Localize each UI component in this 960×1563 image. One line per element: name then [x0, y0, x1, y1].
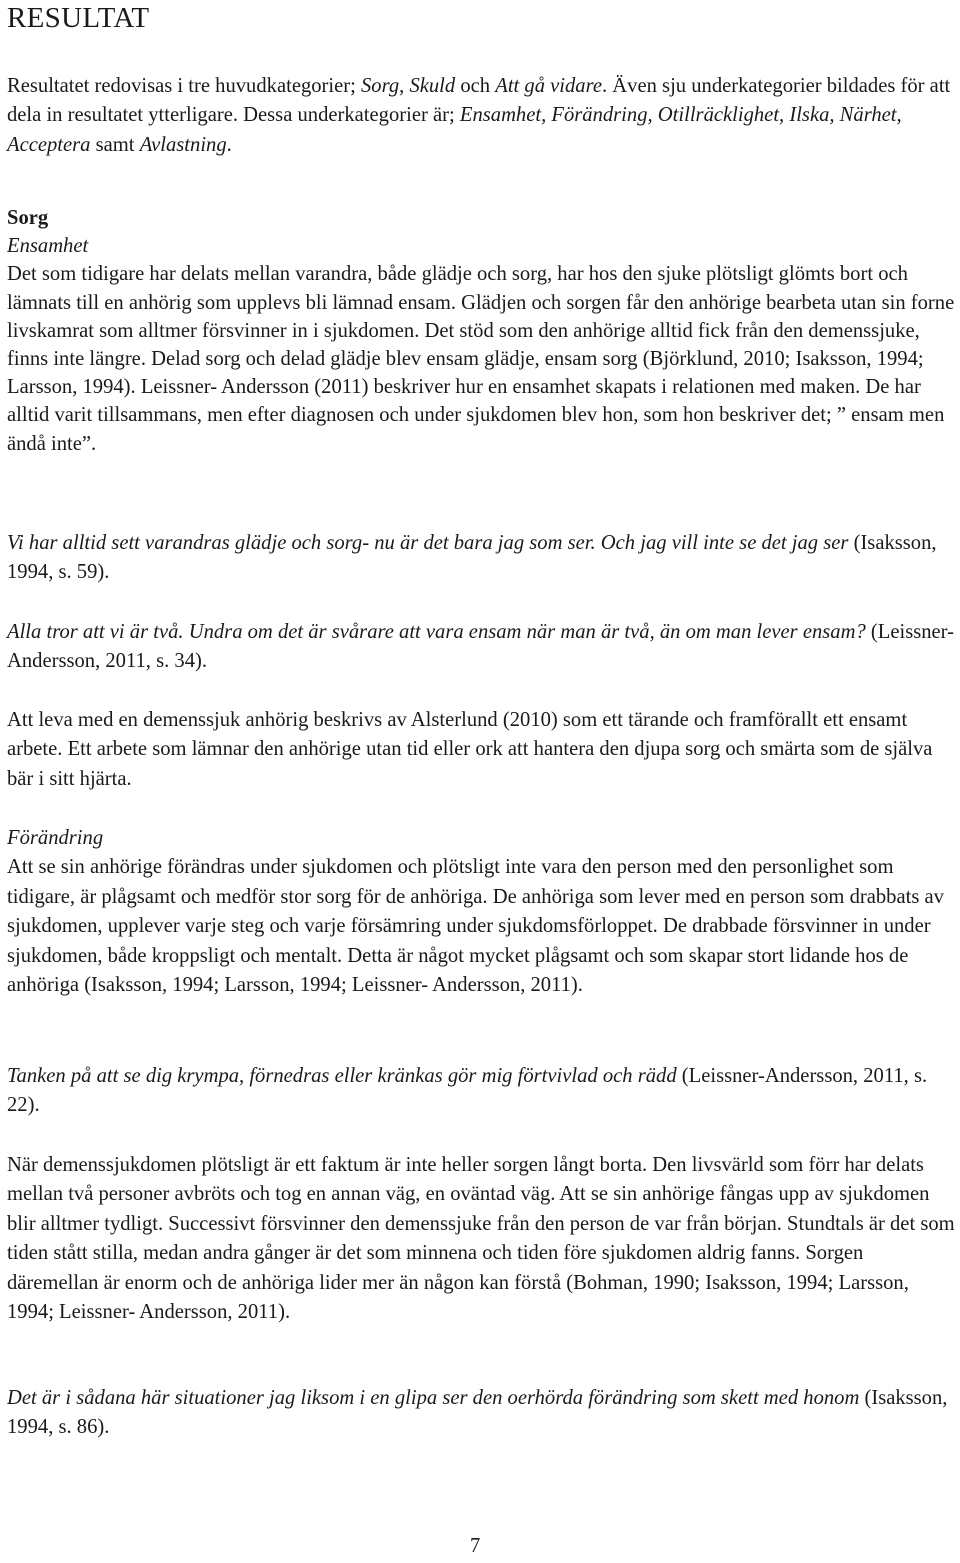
- quote-isaksson-86: [7, 1384, 957, 1443]
- paragraph-nar-demenssjukdomen: När demenssjukdomen plötsligt är ett faktum är inte heller sorgen långt borta. Den livsvärld som förr har delats mellan två personer avbröts och tog en annan väg, en oväntad väg. Att se sin anhörige fångas upp av sjukdomen blir alltmer tydligt. Successivt försvinner den demenssjuke från den person de var från början. Stundtals är det som tiden stått stilla, medan andra gånger är det som minnena och tiden före sjukdomen aldrig fanns. Sorgen däremellan är enorm och de anhöriga lider mer än någon kan förstå (Bohman, 1990; Isaksson, 1994; Larsson, 1994; Leissner- Andersson, 2011).: [7, 1154, 955, 1324]
- category-sorg: Sorg: [361, 75, 400, 97]
- ensamhet-body: Det som tidigare har delats mellan varandra, både glädje och sorg, har hos den sjuke plötsligt glömts bort och lämnats till en anhörig som upplevs bli lämnad ensam. Glädjen och sorgen får den anhörige bearbeta utan sin forne livskamrat som alltmer försvinner in i sjukdomen. Det stöd som den anhörige alltid fick från den demenssjuke, finns inte längre. Delad sorg och delad glädje blev ensam glädje, ensam sorg (Björklund, 2010; Isaksson, 1994; Larsson, 1994). Leissner- Andersson (2011) beskriver hur en ensamhet skapats i relationen med maken. De har alltid varit tillsammans, men efter diagnosen och under sjukdomen blev hon, som hon beskriver det; ” ensam men ändå inte”.: [7, 263, 955, 455]
- intro-text-2: . Även sju underkategorier bildades för att dela in resultatet ytterligare. Dessa underkategorier är;: [7, 75, 951, 127]
- quote-citation: (Isaksson, 1994, s. 59).: [7, 532, 937, 584]
- section-heading-sorg: Sorg: [7, 207, 49, 229]
- quote-text: Vi har alltid sett varandras glädje och sorg- nu är det bara jag som ser. Och jag vill inte se det jag ser: [7, 532, 849, 554]
- page-number: 7: [470, 1535, 481, 1557]
- quote-leissner-22: [7, 1062, 957, 1121]
- intro-paragraph: [7, 72, 957, 160]
- subheading-forandring: Förändring: [7, 827, 104, 849]
- category-att-ga-vidare: Att gå vidare: [495, 75, 602, 97]
- intro-sep-1: ,: [399, 75, 410, 97]
- quote-citation: (Isaksson, 1994, s. 86).: [7, 1387, 948, 1439]
- quote-citation: (Leissner- Andersson, 2011, s. 34).: [7, 621, 954, 673]
- quote-text: Alla tror att vi är två. Undra om det är svårare att vara ensam när man är två, än om man lever ensam?: [7, 621, 866, 643]
- subcategory-list: Ensamhet, Förändring, Otillräcklighet, Ilska, Närhet, Acceptera: [7, 104, 902, 156]
- intro-text-samt: samt: [90, 133, 140, 156]
- paragraph-alsterlund: Att leva med en demenssjuk anhörig beskrivs av Alsterlund (2010) som ett tärande och framförallt ett ensamt arbete. Ett arbete som lämnar den anhörige utan tid eller ork att hantera den djupa sorg och smärta som de själva bär i sitt hjärta.: [7, 709, 933, 790]
- quote-text: Det är i sådana här situationer jag liksom i en glipa ser den oerhörda förändring som skett med honom: [7, 1387, 860, 1409]
- page-title: RESULTAT: [7, 2, 150, 34]
- intro-text-1: Resultatet redovisas i tre huvudkategorier;: [7, 75, 361, 97]
- intro-text-och: och: [455, 75, 496, 97]
- subcategory-avlastning: Avlastning: [139, 133, 227, 156]
- subheading-ensamhet: Ensamhet: [7, 235, 89, 258]
- quote-isaksson-59: [7, 529, 957, 588]
- quote-text: Tanken på att se dig krympa, förnedras eller kränkas gör mig förtvivlad och rädd: [7, 1065, 677, 1087]
- sorg-section: [7, 204, 957, 458]
- forandring-section: [7, 824, 957, 1000]
- intro-text-end: .: [226, 133, 232, 156]
- quote-leissner-34: [7, 618, 957, 677]
- quote-citation: (Leissner-Andersson, 2011, s. 22).: [7, 1065, 928, 1117]
- category-skuld: Skuld: [409, 75, 456, 97]
- forandring-body: Att se sin anhörige förändras under sjukdomen och plötsligt inte vara den person med den personlighet som tidigare, är plågsamt och medför stor sorg för de anhöriga. De anhöriga som lever med en person som drabbats av sjukdomen, upplever varje steg och varje försämring under sjukdomsförloppet. De drabbade försvinner in under sjukdomen, både kroppsligt och mentalt. Detta är något mycket plågsamt och som skapar stort lidande hos de anhöriga (Isaksson, 1994; Larsson, 1994; Leissner- Andersson, 2011).: [7, 856, 944, 997]
